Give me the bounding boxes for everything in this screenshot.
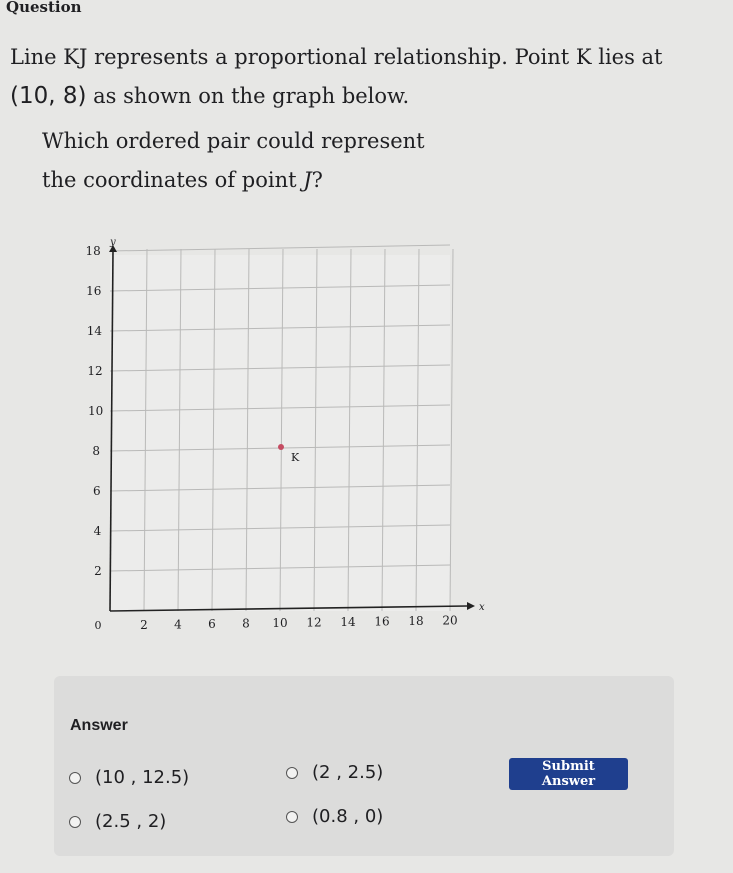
x-tick-label: 10 xyxy=(272,616,288,630)
question-text xyxy=(10,38,690,116)
y-tick-label: 12 xyxy=(87,364,103,378)
choice-label: (10 , 12.5) xyxy=(95,767,190,788)
choice-3[interactable] xyxy=(69,811,166,832)
x-tick-label: 14 xyxy=(340,615,356,629)
choice-label: (2.5 , 2) xyxy=(95,811,167,832)
x-tick-label: 6 xyxy=(208,617,216,631)
y-tick-label: 4 xyxy=(93,524,102,538)
y-tick-label: 16 xyxy=(86,284,102,298)
origin-label: 0 xyxy=(94,619,102,632)
point-k-marker xyxy=(278,444,284,450)
x-tick-label: 8 xyxy=(242,616,250,631)
question-line2: shown on the graph below. xyxy=(123,84,410,108)
y-tick-label: 8 xyxy=(92,444,101,458)
x-tick-labels xyxy=(140,614,457,633)
x-tick-label: 18 xyxy=(408,614,424,628)
answer-title: Answer xyxy=(70,717,128,734)
y-tick-label: 6 xyxy=(92,484,101,498)
coordinate-graph xyxy=(55,225,495,649)
prompt-text: Which ordered pair could represent the coordinates of point xyxy=(42,129,425,192)
choice-2[interactable] xyxy=(286,762,383,783)
question-prompt xyxy=(42,122,462,200)
question-line1-suffix: as xyxy=(93,84,117,108)
radio-button[interactable] xyxy=(286,767,298,779)
y-tick-label: 14 xyxy=(86,324,103,338)
x-tick-label: 12 xyxy=(306,615,322,630)
x-tick-label: 4 xyxy=(174,617,182,632)
radio-button[interactable] xyxy=(69,772,81,784)
submit-answer-button[interactable]: Submit Answer xyxy=(509,758,628,790)
choice-4[interactable] xyxy=(286,806,383,827)
prompt-end: ? xyxy=(311,168,323,192)
x-axis-label: x xyxy=(479,602,485,613)
grid-line-vertical xyxy=(450,249,453,611)
point-k-coordinates: (10, 8) xyxy=(10,83,87,109)
x-tick-label: 2 xyxy=(140,618,148,632)
y-tick-label: 10 xyxy=(87,404,104,418)
choice-1[interactable] xyxy=(69,767,189,788)
y-tick-labels xyxy=(86,244,104,578)
radio-button[interactable] xyxy=(69,816,81,828)
radio-button[interactable] xyxy=(286,811,298,823)
choice-label: (0.8 , 0) xyxy=(312,806,384,827)
x-axis-arrow xyxy=(467,602,475,610)
x-tick-label: 20 xyxy=(442,613,458,628)
question-header: Question xyxy=(6,0,82,16)
y-axis-label: y xyxy=(110,237,116,248)
prompt-variable: J xyxy=(303,168,312,192)
grid-line-horizontal xyxy=(110,245,450,251)
y-tick-label: 2 xyxy=(94,564,102,578)
x-tick-label: 16 xyxy=(374,614,390,629)
point-k-label: K xyxy=(291,451,300,464)
question-line1: Line KJ represents a proportional relationship. Point K lies at xyxy=(10,45,663,69)
choice-label: (2 , 2.5) xyxy=(312,762,384,783)
y-tick-label: 18 xyxy=(85,244,101,258)
